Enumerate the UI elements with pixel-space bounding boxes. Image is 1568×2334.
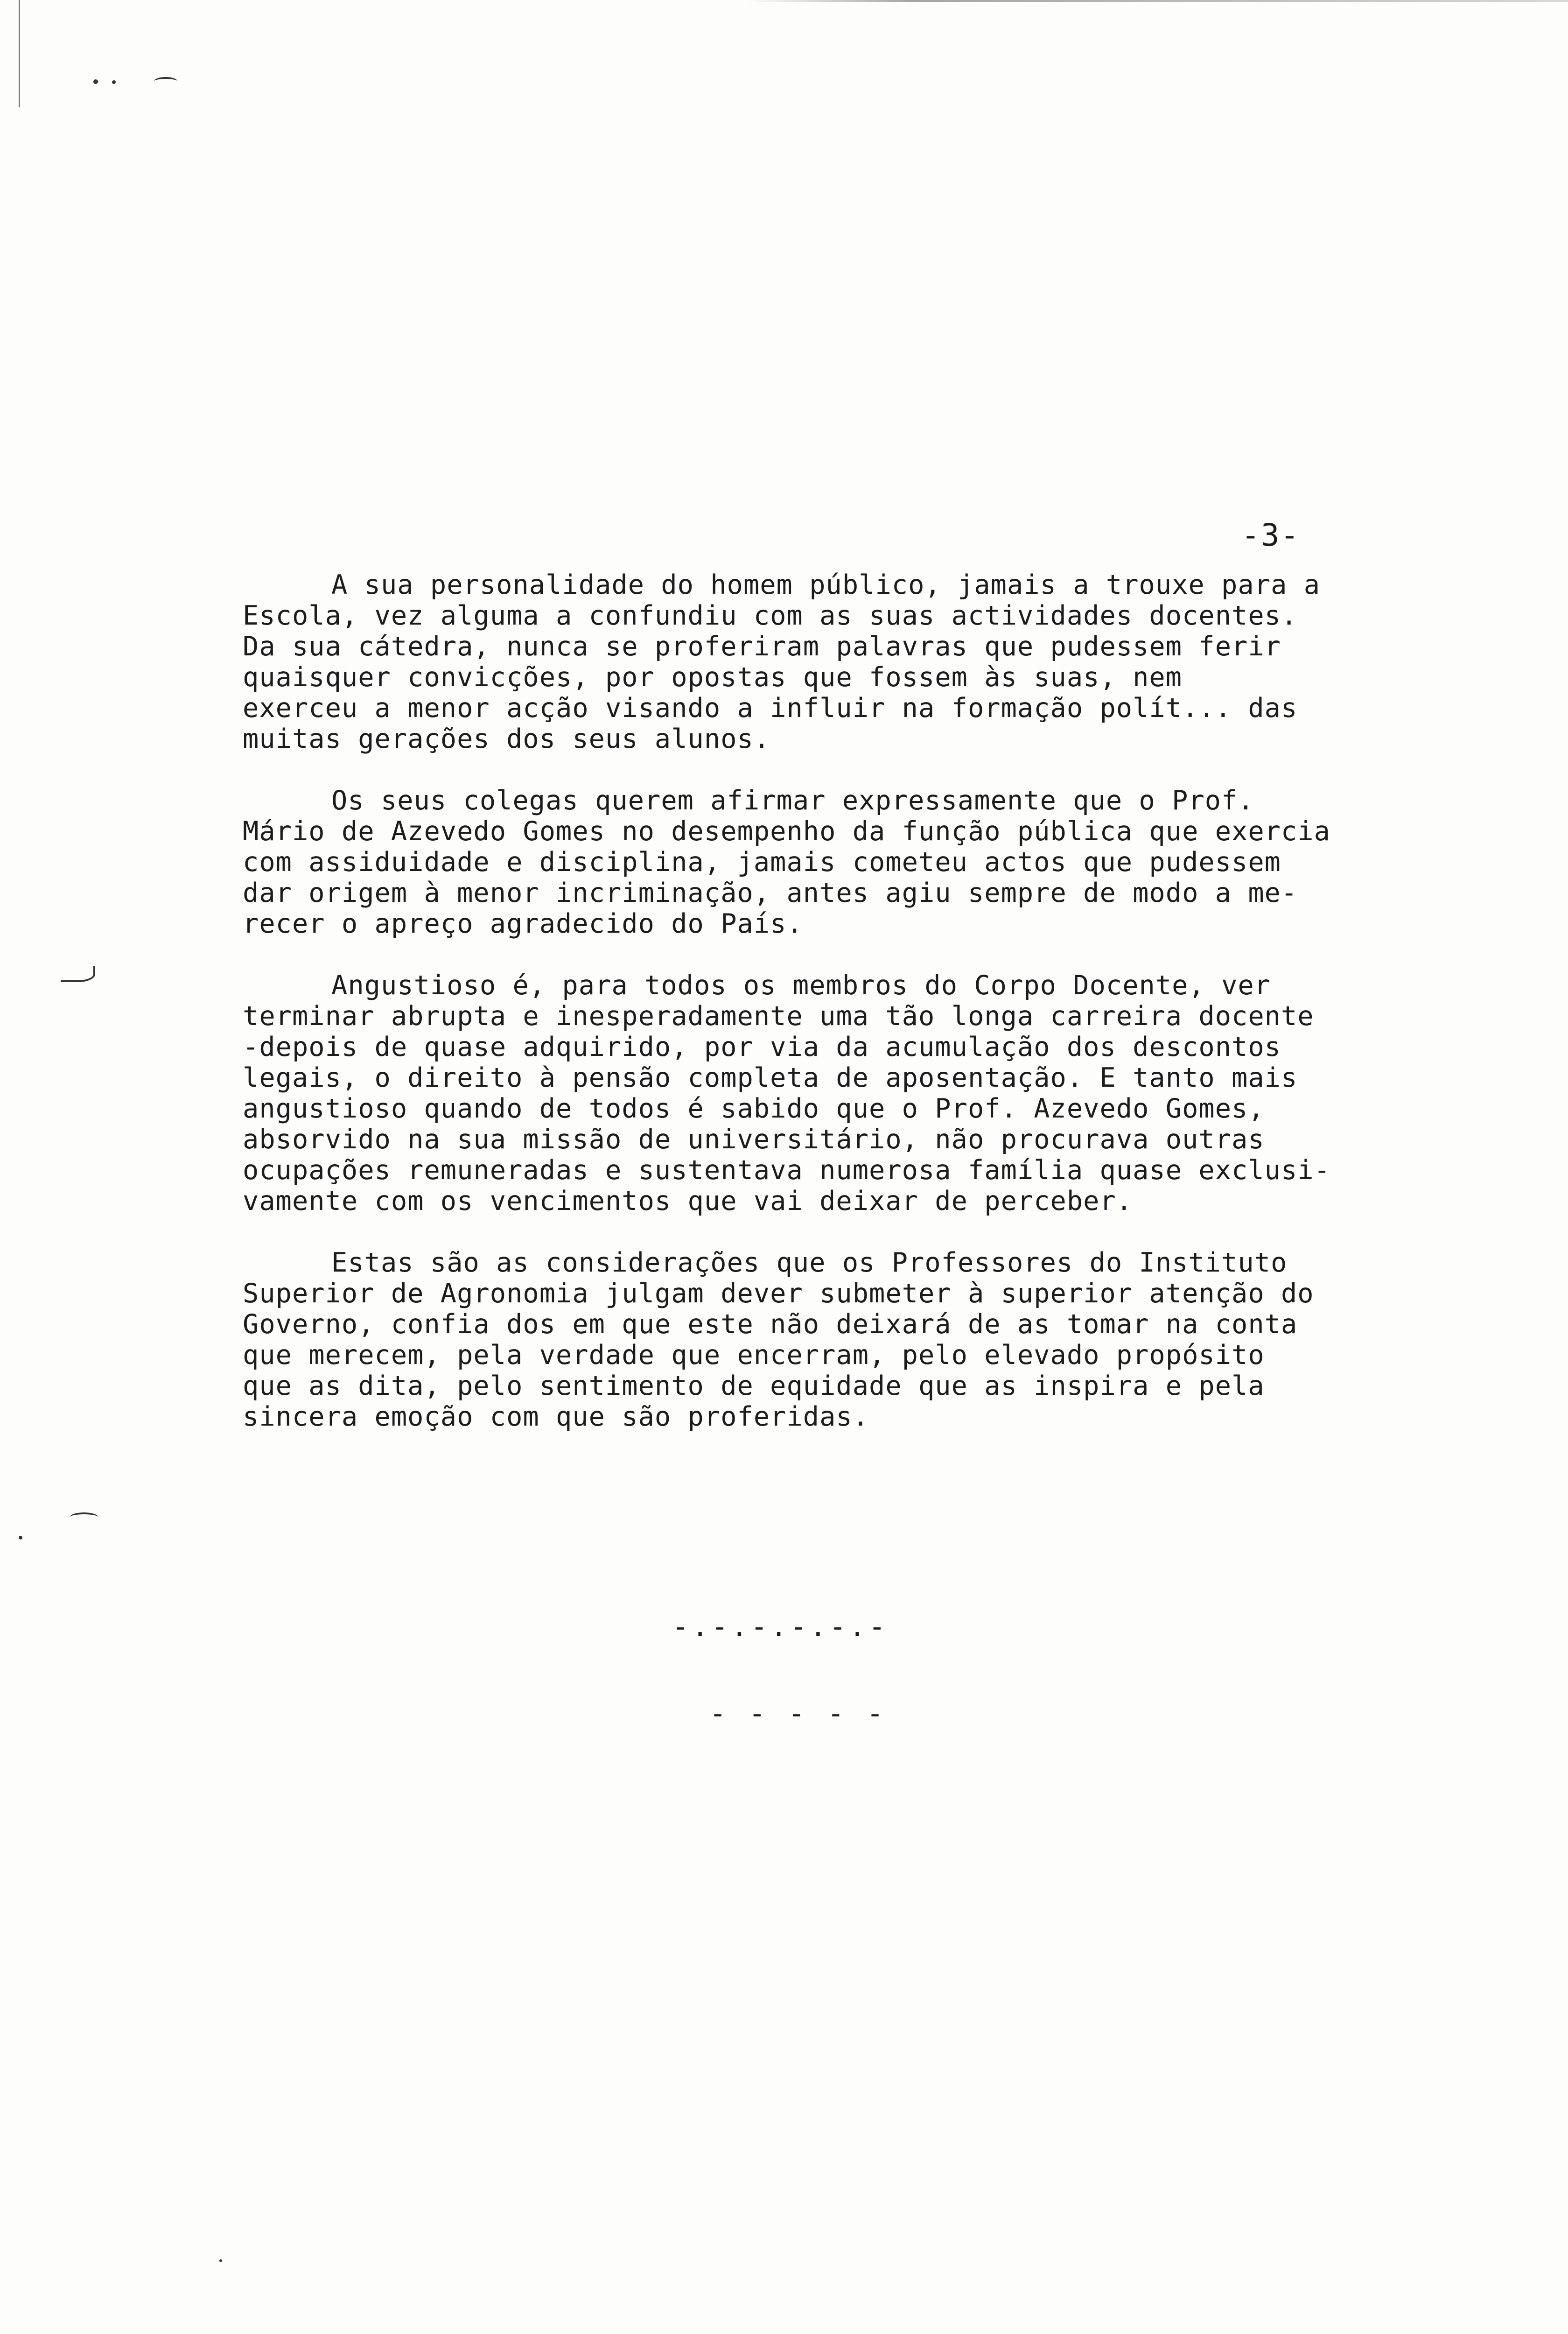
text-line: A sua personalidade do homem público, jamais a trouxe para a bbox=[331, 569, 1321, 600]
closing-marks bbox=[672, 1554, 888, 1786]
paragraph-2 bbox=[243, 785, 1503, 939]
text-line: muitas gerações dos seus alunos. bbox=[243, 724, 770, 754]
text-line: quaisquer convicções, por opostas que fossem às suas, nem bbox=[243, 662, 1183, 693]
scan-speck bbox=[93, 79, 98, 84]
text-line: angustioso quando de todos é sabido que o Prof. Azevedo Gomes, bbox=[243, 1093, 1265, 1124]
paragraph-1 bbox=[243, 569, 1503, 754]
paragraph-3 bbox=[243, 970, 1503, 1216]
text-line: recer o apreço agradecido do País. bbox=[243, 908, 803, 939]
scan-mark bbox=[154, 77, 177, 85]
text-line: Estas são as considerações que os Professores do Instituto bbox=[331, 1247, 1288, 1278]
text-line: Da sua cátedra, nunca se proferiram palavras que pudessem ferir bbox=[243, 631, 1281, 662]
text-line: vamente com os vencimentos que vai deixar de perceber. bbox=[243, 1186, 1133, 1216]
text-line: sincera emoção com que são proferidas. bbox=[243, 1401, 869, 1432]
text-line: Os seus colegas querem afirmar expressamente que o Prof. bbox=[331, 785, 1254, 816]
scan-mark bbox=[61, 966, 95, 982]
text-line: absorvido na sua missão de universitário, não procurava outras bbox=[243, 1124, 1265, 1155]
page-number: -3- bbox=[1241, 517, 1300, 553]
document-body bbox=[243, 569, 1503, 1463]
text-line: -depois de quase adquirido, por via da acumulação dos descontos bbox=[243, 1032, 1281, 1062]
text-line: terminar abrupta e inesperadamente uma tão longa carreira docente bbox=[243, 1001, 1314, 1032]
text-line: Superior de Agronomia julgam dever submeter à superior atenção do bbox=[243, 1278, 1314, 1309]
text-line: legais, o direito à pensão completa de aposentação. E tanto mais bbox=[243, 1062, 1298, 1093]
text-line: dar origem à menor incriminação, antes agiu sempre de modo a me- bbox=[243, 878, 1298, 908]
closing-marks-line: - - - - - bbox=[709, 1697, 887, 1730]
text-line: Escola, vez alguma a confundiu com as suas actividades docentes. bbox=[243, 600, 1298, 631]
text-line: exerceu a menor acção visando a influir na formação polít... das bbox=[243, 693, 1298, 724]
text-line: Mário de Azevedo Gomes no desempenho da função pública que exercia bbox=[243, 816, 1330, 847]
closing-marks-line: -.-.-.-.-.- bbox=[672, 1610, 889, 1643]
text-line: Angustioso é, para todos os membros do Corpo Docente, ver bbox=[331, 970, 1271, 1001]
text-line: que merecem, pela verdade que encerram, pelo elevado propósito bbox=[243, 1340, 1265, 1371]
text-line: Governo, confia dos em que este não deixará de as tomar na conta bbox=[243, 1309, 1298, 1340]
text-line: com assiduidade e disciplina, jamais cometeu actos que pudessem bbox=[243, 847, 1281, 878]
scan-speck bbox=[219, 2259, 222, 2262]
scan-edge-artifact bbox=[747, 0, 1568, 2]
scan-mark bbox=[70, 1512, 98, 1522]
text-line: ocupações remuneradas e sustentava numerosa família quase exclusi- bbox=[243, 1155, 1330, 1186]
scan-speck bbox=[112, 80, 116, 84]
scan-edge-artifact bbox=[19, 0, 20, 107]
scan-speck bbox=[19, 1536, 22, 1540]
paragraph-4 bbox=[243, 1247, 1503, 1432]
text-line: que as dita, pelo sentimento de equidade que as inspira e pela bbox=[243, 1371, 1265, 1401]
